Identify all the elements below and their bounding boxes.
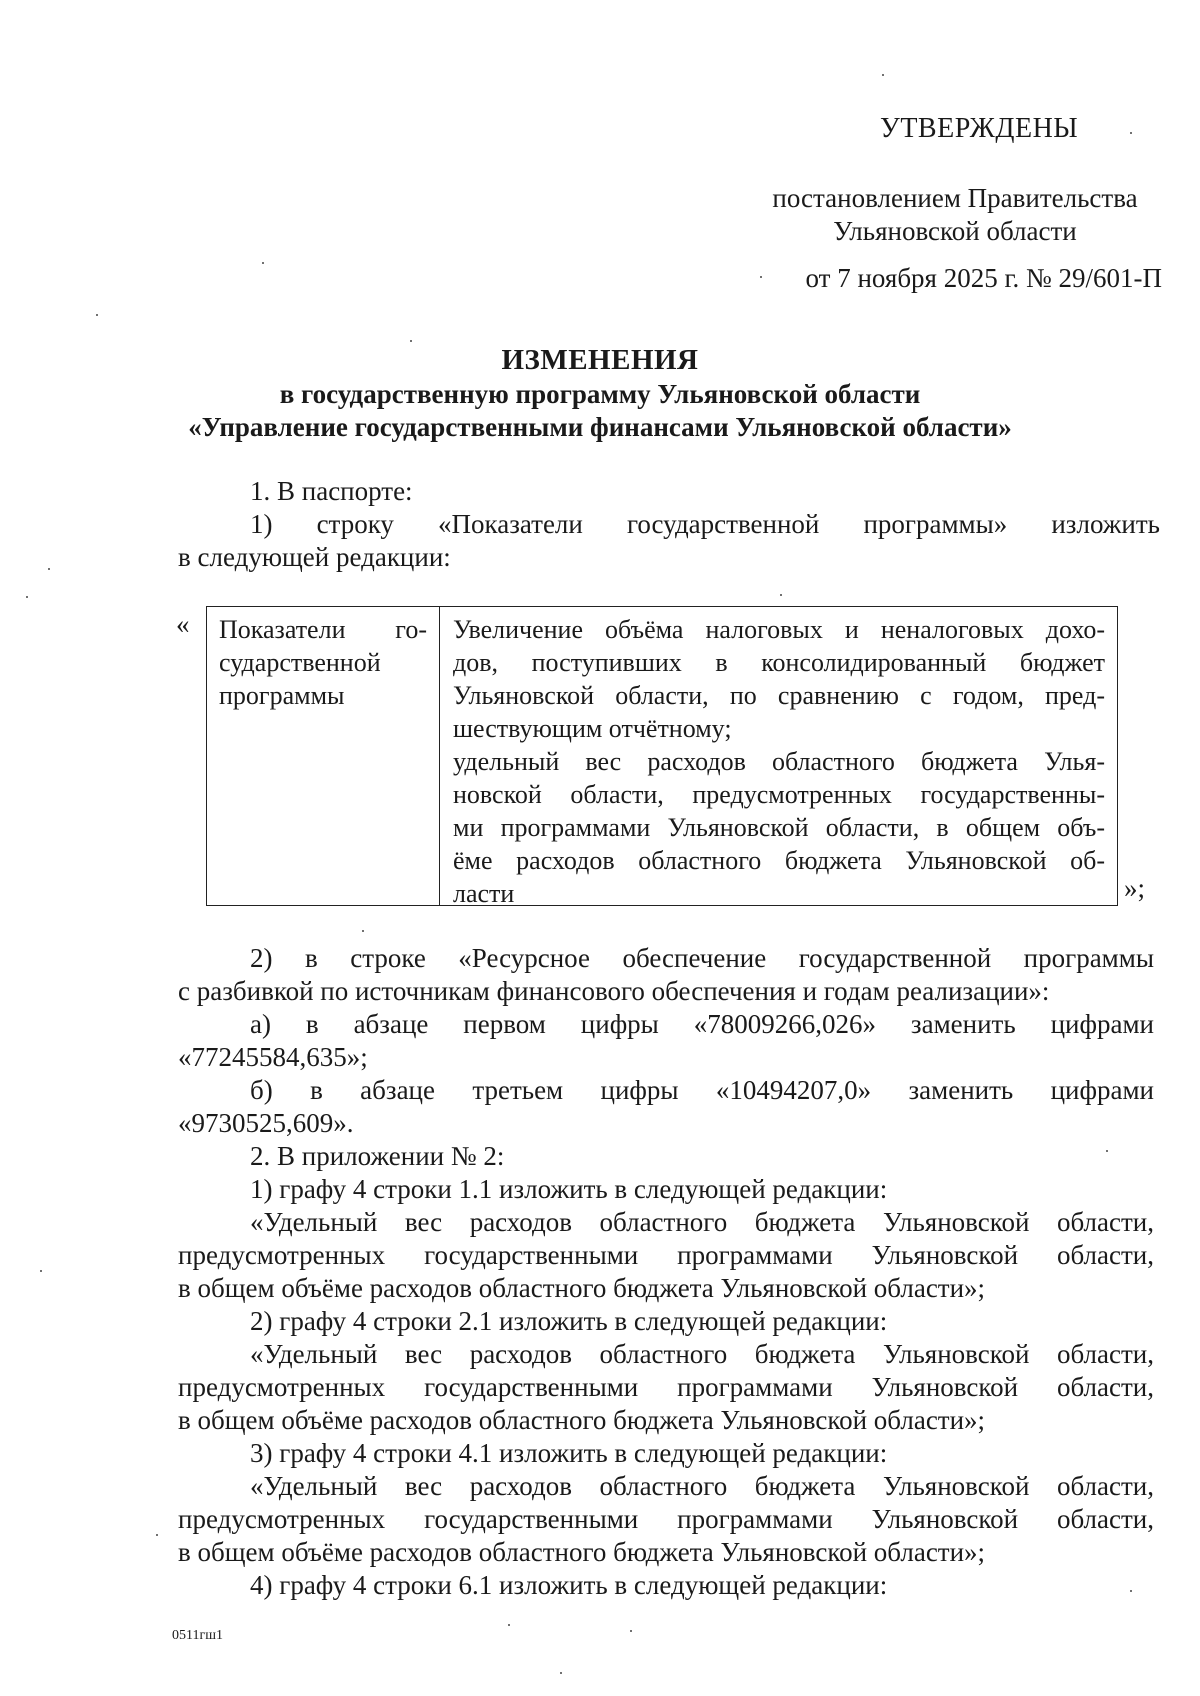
scan-speck — [40, 1270, 42, 1272]
section2-p1-heading: 1) графу 4 строки 1.1 изложить в следующей редакции: — [250, 1174, 888, 1204]
section1-item1-line2: в следующей редакции: — [178, 542, 451, 572]
item2-a-line1: а) в абзаце первом цифры «78009266,026» заменить цифрами — [250, 1009, 1154, 1039]
document-title — [50, 342, 1150, 444]
section2-p3-line2: предусмотренных государственными программами Ульяновской области, — [178, 1504, 1154, 1534]
item2-b-line2: «9730525,609». — [178, 1108, 354, 1138]
scan-speck — [262, 262, 264, 264]
scan-speck — [410, 340, 412, 342]
indicators-table — [206, 606, 1118, 906]
table-left-cell — [219, 613, 427, 712]
item2-line1: 2) в строке «Ресурсное обеспечение государственной программы — [250, 943, 1154, 973]
title-line3: «Управление государственными финансами Ульяновской области» — [188, 412, 1012, 442]
scan-speck — [96, 314, 98, 316]
table-right-line: Ульяновской области, по сравнению с годом, пред- — [453, 681, 1105, 710]
table-right-line: новской области, предусмотренных государственны- — [453, 780, 1105, 809]
section2-p2-heading: 2) графу 4 строки 2.1 изложить в следующей редакции: — [250, 1306, 888, 1336]
table-right-line: ми программами Ульяновской области, в общем объ- — [453, 813, 1105, 842]
table-right-line: ёме расходов областного бюджета Ульяновской об- — [453, 846, 1105, 875]
scan-speck — [882, 74, 884, 76]
scan-speck — [760, 276, 762, 278]
scan-speck — [560, 1672, 562, 1674]
table-left-line: сударственной — [219, 648, 381, 677]
approval-authority-line2: Ульяновской области — [833, 216, 1077, 246]
table-open-quote: « — [176, 609, 190, 639]
section2-p3-heading: 3) графу 4 строки 4.1 изложить в следующей редакции: — [250, 1438, 888, 1468]
section2-p3-line1: «Удельный вес расходов областного бюджета Ульяновской области, — [250, 1471, 1154, 1501]
section2-p3-line3: в общем объёме расходов областного бюджета Ульяновской области»; — [178, 1537, 986, 1567]
item2-a-line2: «77245584,635»; — [178, 1042, 368, 1072]
table-right-line: ласти — [453, 879, 515, 908]
scan-speck — [780, 594, 782, 596]
table-right-cell — [453, 613, 1105, 910]
table-close-quote: »; — [1124, 873, 1146, 903]
table-left-line: Показатели го- — [219, 615, 427, 644]
section2-p2-line2: предусмотренных государственными программами Ульяновской области, — [178, 1372, 1154, 1402]
approval-authority — [730, 182, 1180, 248]
table-right-line: дов, поступивших в консолидированный бюджет — [453, 648, 1105, 677]
scan-speck — [26, 596, 28, 598]
section2-heading: 2. В приложении № 2: — [250, 1141, 505, 1171]
scan-speck — [508, 1624, 510, 1626]
scan-speck — [1130, 1590, 1132, 1592]
approval-date: от 7 ноября 2025 г. № 29/601-П — [805, 263, 1162, 293]
section2-p1-line3: в общем объёме расходов областного бюджета Ульяновской области»; — [178, 1273, 986, 1303]
scan-speck — [1106, 1150, 1108, 1152]
table-right-line: Увеличение объёма налоговых и неналоговых дохо- — [453, 615, 1105, 644]
table-right-line: шествующим отчётному; — [453, 714, 732, 743]
scan-speck — [630, 1630, 632, 1632]
section2-p1-line2: предусмотренных государственными программами Ульяновской области, — [178, 1240, 1154, 1270]
approval-authority-line1: постановлением Правительства — [772, 183, 1138, 213]
scan-speck — [362, 930, 364, 932]
section2-p4-heading: 4) графу 4 строки 6.1 изложить в следующей редакции: — [250, 1570, 888, 1600]
table-column-divider — [439, 607, 440, 905]
section1-heading: 1. В паспорте: — [250, 476, 413, 506]
section1-item1-line1: 1) строку «Показатели государственной программы» изложить — [250, 509, 1160, 539]
scan-speck — [1130, 132, 1132, 134]
document-code: 0511гш1 — [172, 1628, 224, 1643]
section2-p2-line3: в общем объёме расходов областного бюджета Ульяновской области»; — [178, 1405, 986, 1435]
section2-p1-line1: «Удельный вес расходов областного бюджета Ульяновской области, — [250, 1207, 1154, 1237]
table-right-line: удельный вес расходов областного бюджета Улья- — [453, 747, 1105, 776]
section2-p2-line1: «Удельный вес расходов областного бюджета Ульяновской области, — [250, 1339, 1154, 1369]
item2-b-line1: б) в абзаце третьем цифры «10494207,0» заменить цифрами — [250, 1075, 1154, 1105]
item2-line2: с разбивкой по источникам финансового обеспечения и годам реализации»: — [178, 976, 1050, 1006]
table-left-line: программы — [219, 681, 345, 710]
title-line2: в государственную программу Ульяновской области — [279, 379, 921, 409]
scan-speck — [48, 568, 50, 570]
scan-speck — [156, 1534, 158, 1536]
approved-label: УТВЕРЖДЕНЫ — [880, 113, 1079, 144]
title-line1: ИЗМЕНЕНИЯ — [501, 344, 699, 376]
